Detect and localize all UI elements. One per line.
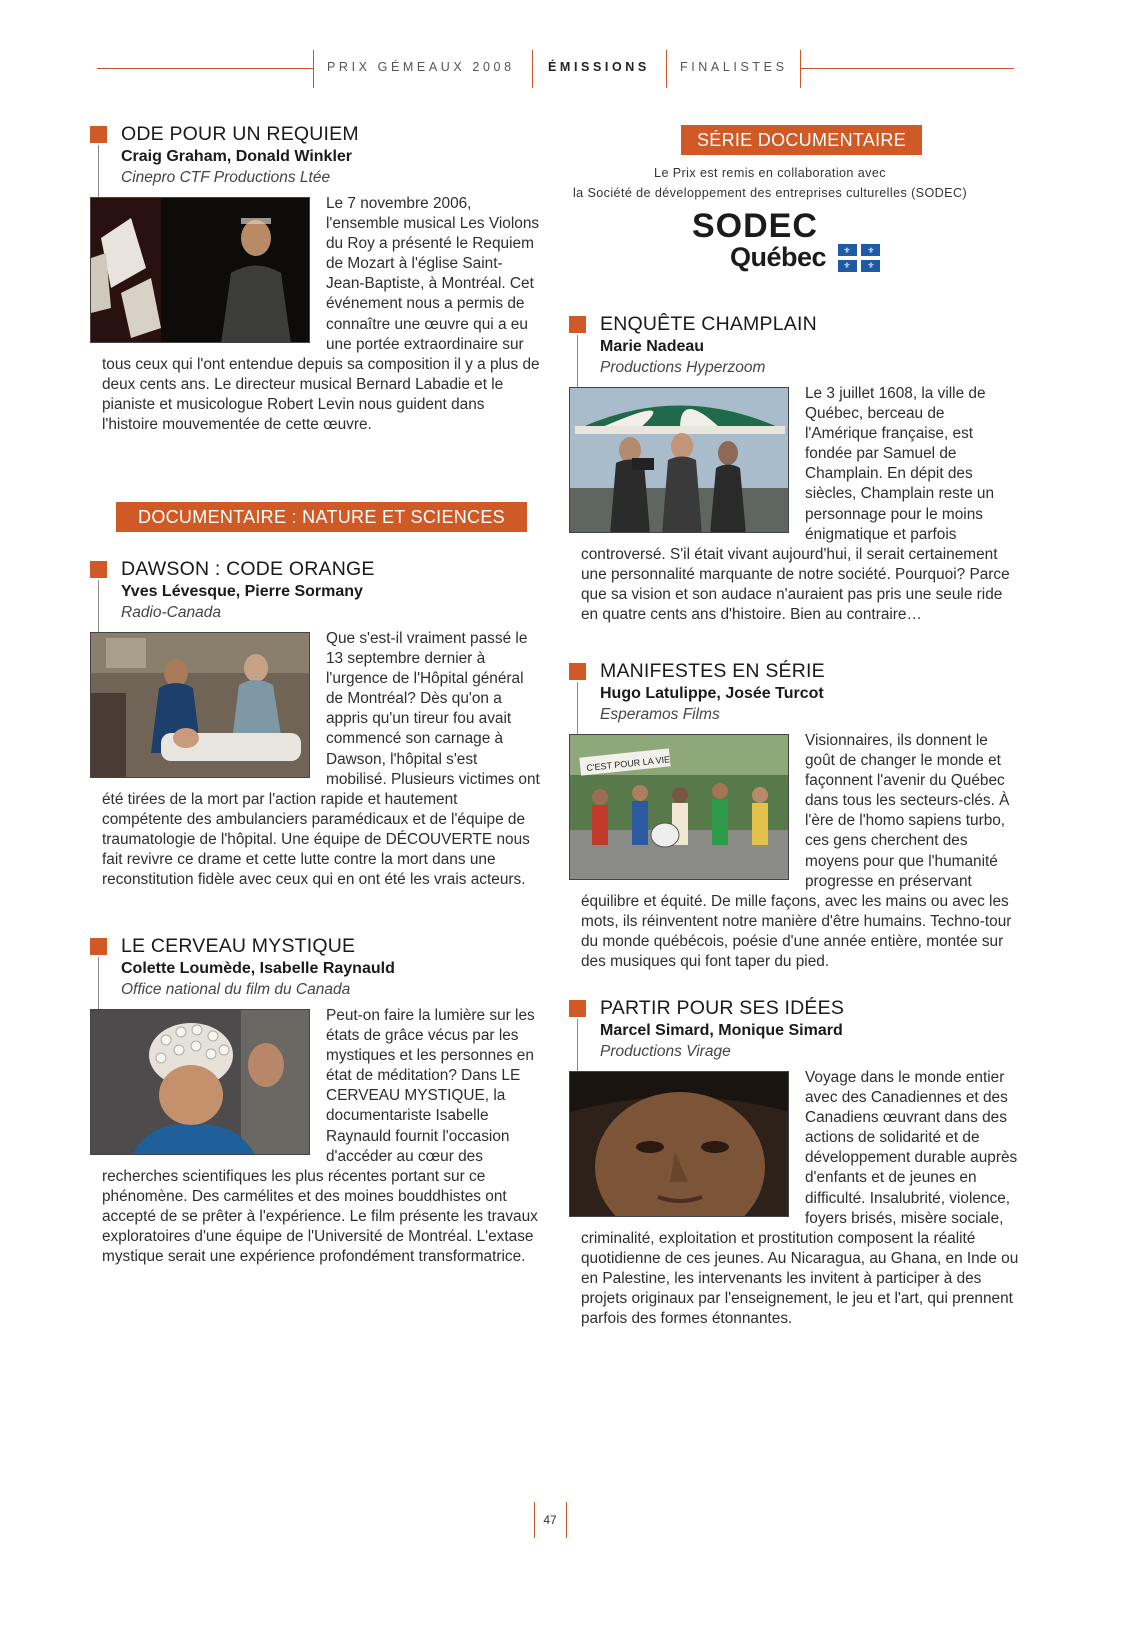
article-text: Voyage dans le monde entier avec des Canadiennes et des Canadiens œuvrant dans des actions de solidarité et de développement durable auprès d'enfants et de jeunes en difficulté. Insalubrité, violence, foyers brisés, misère sociale, criminalité, exploitation et prostitution composent la réalité quotidienne de ces jeunes. Au Nicaragua, au Ghana, en Inde ou en Palestine, les intervenants les invitent à participer à des projets originaux par l'enseignement, le jeu et l'art, qui prennent parfois des formes étonnantes. <box>581 1069 1019 1328</box>
article-authors: Yves Lévesque, Pierre Sormany <box>121 583 363 600</box>
article-production: Productions Hyperzoom <box>600 359 766 376</box>
quebec-wordmark: Québec <box>730 242 827 272</box>
article-production: Esperamos Films <box>600 706 720 723</box>
bullet-square <box>90 126 107 143</box>
collaboration-note-line1: Le Prix est remis en collaboration avec <box>654 166 886 180</box>
article-header <box>569 997 1019 1062</box>
article-header <box>569 313 1019 378</box>
header-line <box>98 145 99 199</box>
article-header <box>569 660 1019 725</box>
sodec-wordmark: SODEC <box>692 207 818 245</box>
article-partir-pour-ses-idees <box>569 997 1019 1329</box>
eeg-cap-photo <box>90 1009 310 1155</box>
article-text: Le 3 juillet 1608, la ville de Québec, berceau de l'Amérique française, est fondée par Samuel de Champlain. En dépit des siècles, Champlain reste un personnage pour le moins énigmatique et parfois controversé. S'il était vivant aujourd'hui, il serait certainement une personnalité marquante de notre société. Pourquoi? Parce que sa vision et son audace n'auraient pas pris une seule ride en quatre cents ans d'histoire. Bien au contraire… <box>581 385 1010 624</box>
article-text: Visionnaires, ils donnent le goût de changer le monde et façonnent l'avenir du Québec dans tous les secteurs-clés. À l'ère de l'homo sapiens turbo, ces gens cherchent des moyens pour que l'humanité progresse en préservant équilibre et équité. De mille façons, avec les mains ou avec les mots, ils réinventent notre manière d'être humains. Techno-tour du monde québécois, poésie d'une année entière, montée sur des musiques qui font taper du pied. <box>581 732 1012 971</box>
collaboration-note-line2: la Société de développement des entreprises culturelles (SODEC) <box>572 186 968 200</box>
header-finalistes: FINALISTES <box>680 60 788 74</box>
header-line <box>98 580 99 634</box>
page-number: 47 <box>543 1513 557 1527</box>
bullet-square <box>90 938 107 955</box>
article-authors: Hugo Latulippe, Josée Turcot <box>600 685 824 702</box>
article-body <box>569 1068 1019 1329</box>
article-text: Le 7 novembre 2006, l'ensemble musical Les Violons du Roy a présenté le Requiem de Mozart à l'église Saint-Jean-Baptiste, à Montréal. Cet événement nous a permis de connaître une œuvre qui a eu une portée extraordinaire sur tous ceux qui l'ont entendue depuis sa composition il y a plus de deux cents ans. Le directeur musical Bernard Labadie et le pianiste et musicologue Robert Levin nous guident dans l'histoire mouvementée de cette œuvre. <box>102 195 540 434</box>
header-line <box>577 682 578 736</box>
article-enquete-champlain <box>569 313 1019 625</box>
article-production: Cinepro CTF Productions Ltée <box>121 169 331 186</box>
footer-divider <box>566 1502 567 1538</box>
article-body <box>569 731 1019 972</box>
article-text: Que s'est-il vraiment passé le 13 septembre dernier à l'urgence de l'Hôpital général de Montréal? Dès qu'on a appris qu'un tireur fou avait commencé son carnage à Dawson, l'hôpital s'est mobilisé. Plusieurs victimes ont été tirées de la mort par l'action rapide et hautement compétente des ambulanciers paramédicaux et de l'équipe de traumatologie de l'hôpital. Une équipe de DÉCOUVERTE nous fait revivre ce drame et cette lutte contre la mort dans une reconstitution fidèle avec ceux qui en ont été les vrais acteurs. <box>102 630 540 889</box>
header-line <box>577 1019 578 1073</box>
parade-photo <box>569 734 789 880</box>
article-authors: Marcel Simard, Monique Simard <box>600 1022 843 1039</box>
quebec-flag-icon: ⚜ ⚜ ⚜ ⚜ <box>838 244 880 272</box>
portrait-photo <box>569 1071 789 1217</box>
article-title: ODE POUR UN REQUIEM <box>121 123 359 145</box>
article-authors: Colette Loumède, Isabelle Raynauld <box>121 960 395 977</box>
bullet-square <box>569 663 586 680</box>
article-body <box>90 1006 540 1267</box>
bullet-square <box>90 561 107 578</box>
bullet-square <box>569 1000 586 1017</box>
header-prix: PRIX GÉMEAUX 2008 <box>327 60 515 74</box>
article-title: LE CERVEAU MYSTIQUE <box>121 935 356 957</box>
hospital-photo <box>90 632 310 778</box>
sodec-quebec-logo <box>692 208 892 274</box>
header-line <box>577 335 578 389</box>
header-divider <box>800 50 801 88</box>
article-cerveau-mystique <box>90 935 540 1267</box>
article-title: PARTIR POUR SES IDÉES <box>600 997 845 1019</box>
article-header <box>90 935 540 1000</box>
article-production: Productions Virage <box>600 1043 731 1060</box>
banner-text: C'EST POUR LA VIE <box>585 754 671 774</box>
header-rule-right <box>800 68 1014 69</box>
bullet-square <box>569 316 586 333</box>
article-text: Peut-on faire la lumière sur les états de grâce vécus par les mystiques et les personnes en état de méditation? Dans LE CERVEAU MYSTIQUE, la documentariste Isabelle Raynauld fournit l'occasion d'accéder au cœur des recherches scientifiques les plus récentes portant sur ce phénomène. Des carmélites et des moines bouddhistes ont accepté de se prêter à l'expérience. Le film présente les travaux exploratoires d'une équipe de l'Université de Montréal. L'extase mystique serait une expérience profondément transformatrice. <box>102 1007 538 1266</box>
article-authors: Craig Graham, Donald Winkler <box>121 148 353 165</box>
film-crew-photo <box>569 387 789 533</box>
article-production: Radio-Canada <box>121 604 221 621</box>
header-line <box>98 957 99 1011</box>
article-body <box>569 384 1019 625</box>
article-manifestes-en-serie <box>569 660 1019 972</box>
header-divider <box>532 50 533 88</box>
article-ode-requiem <box>90 123 540 435</box>
concert-photo <box>90 197 310 343</box>
article-dawson <box>90 558 540 890</box>
article-body <box>90 194 540 435</box>
header-emissions: ÉMISSIONS <box>548 60 650 74</box>
article-header <box>90 558 540 623</box>
section-title-nature-sciences: DOCUMENTAIRE : NATURE ET SCIENCES <box>116 502 527 532</box>
header-rule-left <box>97 68 313 69</box>
section-title-serie-documentaire: SÉRIE DOCUMENTAIRE <box>681 125 922 155</box>
article-authors: Marie Nadeau <box>600 338 705 355</box>
header-divider <box>666 50 667 88</box>
article-body <box>90 629 540 890</box>
article-title: ENQUÊTE CHAMPLAIN <box>600 313 817 335</box>
article-production: Office national du film du Canada <box>121 981 351 998</box>
article-title: DAWSON : CODE ORANGE <box>121 558 375 580</box>
header-divider <box>313 50 314 88</box>
article-title: MANIFESTES EN SÉRIE <box>600 660 825 682</box>
article-header <box>90 123 540 188</box>
